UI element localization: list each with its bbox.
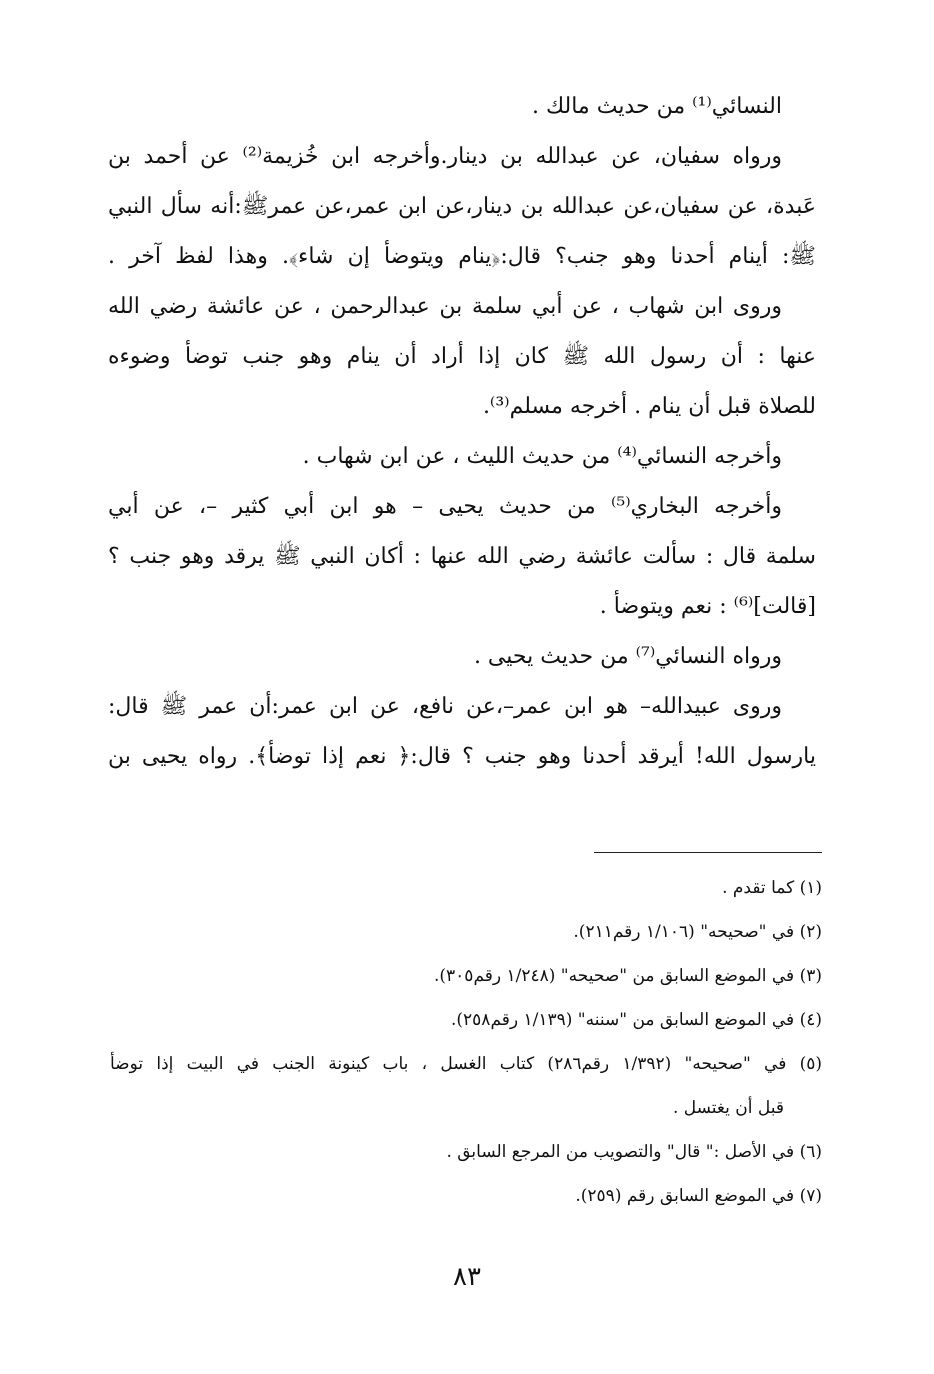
footnote-5: (٥) في "صحيحه" (١/٣٩٢ رقم٢٨٦) كتاب الغسل ، باب كينونة الجنب في البيت إذا توضأ	[110, 1054, 822, 1074]
footnote-6: (٦) في الأصل :" قال" والتصويب من المرجع السابق .	[446, 1142, 822, 1162]
footnotes-block	[110, 866, 822, 1218]
body-line-7: للصلاة قبل أن ينام . أخرجه مسلم⁽³⁾.	[482, 394, 816, 419]
footnote-3: (٣) في الموضع السابق من "صحيحه" (١/٢٤٨ رقم٣٠٥).	[433, 966, 822, 986]
body-line-3: عَبدة، عن سفيان،عن عبدالله بن دينار،عن ابن عمر،عن عمرﷺ:أنه سأل النبي	[108, 194, 816, 219]
body-line-1: النسائي⁽¹⁾ من حديث مالك .	[532, 94, 782, 119]
body-line-11: [قالت]⁽⁶⁾ : نعم ويتوضأ .	[599, 594, 816, 619]
body-line-4: ﷺ: أينام أحدنا وهو جنب؟ قال:﴿ينام ويتوضأ إن شاء﴾. وهذا لفظ آخر .	[108, 244, 816, 269]
body-line-5: وروى ابن شهاب ، عن أبي سلمة بن عبدالرحمن ، عن عائشة رضي الله	[108, 294, 782, 319]
body-line-2: ورواه سفيان، عن عبدالله بن دينار.وأخرجه ابن خُزيمة⁽²⁾ عن أحمد بن	[108, 144, 782, 169]
body-line-10: سلمة قال : سألت عائشة رضي الله عنها : أكان النبي ﷺ يرقد وهو جنب ؟	[108, 544, 816, 569]
footnote-4: (٤) في الموضع السابق من "سننه" (١/١٣٩ رقم٢٥٨).	[450, 1010, 822, 1030]
footnote-separator	[594, 852, 822, 853]
footnote-1: (١) كما تقدم .	[722, 878, 822, 898]
main-text-block	[108, 82, 816, 782]
footnote-7: (٧) في الموضع السابق رقم (٢٥٩).	[575, 1186, 822, 1206]
body-line-13: وروى عبيدالله– هو ابن عمر–،عن نافع، عن ابن عمر:أن عمر ﷺ قال:	[108, 694, 782, 719]
footnote-2: (٢) في "صحيحه" (١/١٠٦ رقم٢١١).	[573, 922, 822, 942]
body-line-6: عنها : أن رسول الله ﷺ كان إذا أراد أن ينام وهو جنب توضأ وضوءه	[108, 344, 816, 369]
page-number: ٨٣	[453, 1262, 481, 1292]
body-line-12: ورواه النسائي⁽⁷⁾ من حديث يحيى .	[473, 644, 782, 669]
body-line-14: يارسول الله! أيرقد أحدنا وهو جنب ؟ قال:﴿ نعم إذا توضأ﴾. رواه يحيى بن	[108, 744, 816, 769]
body-line-9: وأخرجه البخاري⁽⁵⁾ من حديث يحيى – هو ابن أبي كثير –، عن أبي	[108, 494, 782, 519]
body-line-8: وأخرجه النسائي⁽⁴⁾ من حديث الليث ، عن ابن شهاب .	[302, 444, 782, 469]
footnote-5-continuation: قبل أن يغتسل .	[672, 1098, 784, 1118]
